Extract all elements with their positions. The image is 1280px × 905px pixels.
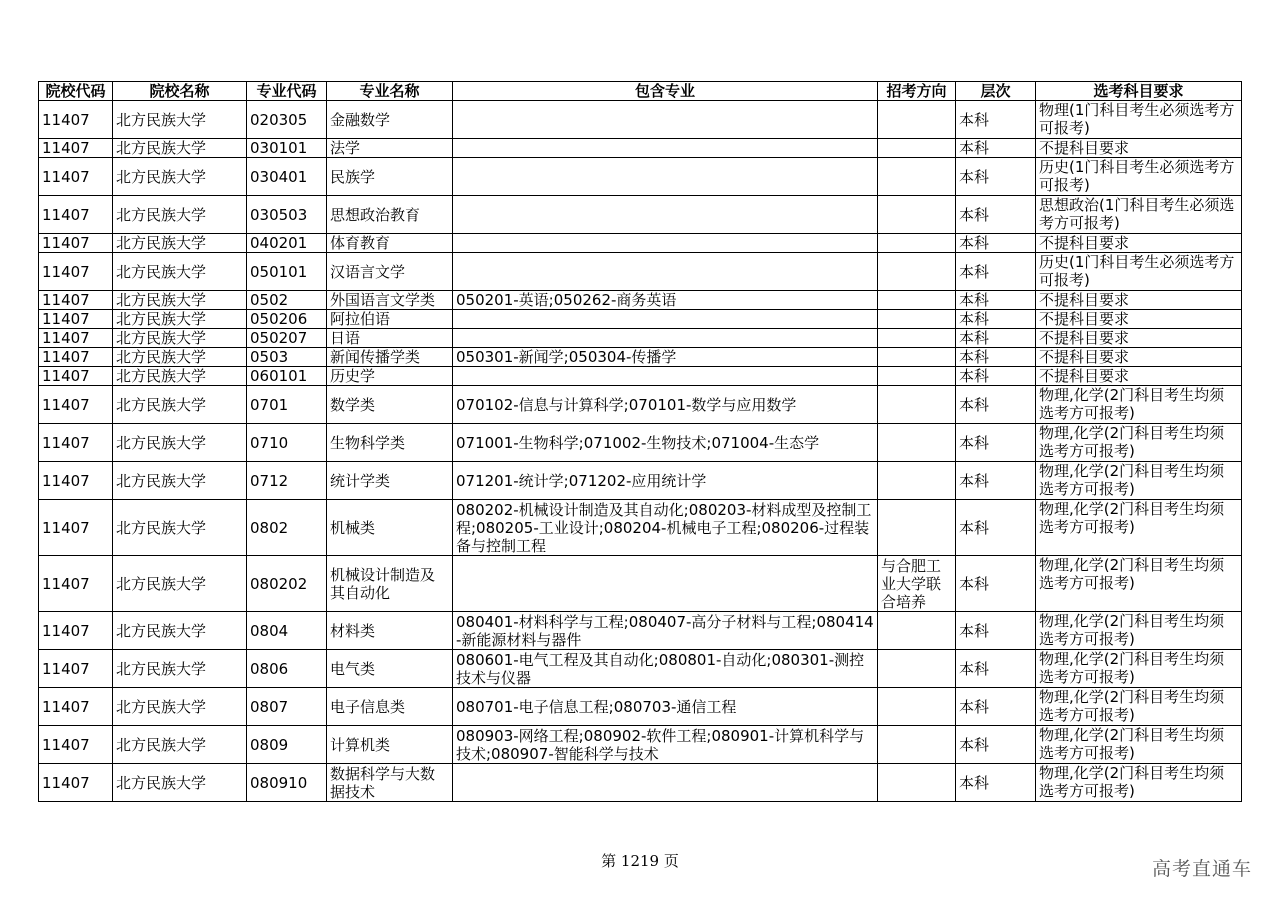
cell-level: 本科 [956, 310, 1036, 329]
cell-school-name: 北方民族大学 [113, 310, 247, 329]
cell-school-name: 北方民族大学 [113, 348, 247, 367]
cell-level: 本科 [956, 101, 1036, 139]
table-row [39, 139, 1242, 158]
cell-level: 本科 [956, 234, 1036, 253]
cell-level: 本科 [956, 253, 1036, 291]
cell-included-majors [453, 234, 878, 253]
cell-major-code: 040201 [247, 234, 327, 253]
cell-subject-requirement: 物理,化学(2门科目考生均须选考方可报考) [1036, 424, 1242, 462]
table-row [39, 612, 1242, 650]
cell-major-code: 0710 [247, 424, 327, 462]
table-header-row [39, 82, 1242, 101]
cell-school-code: 11407 [39, 139, 113, 158]
cell-school-code: 11407 [39, 348, 113, 367]
header-subject-requirement: 选考科目要求 [1036, 82, 1242, 101]
cell-major-name: 机械类 [327, 500, 453, 556]
table-row [39, 234, 1242, 253]
cell-included-majors [453, 367, 878, 386]
cell-level: 本科 [956, 158, 1036, 196]
cell-subject-requirement: 不提科目要求 [1036, 310, 1242, 329]
cell-school-name: 北方民族大学 [113, 367, 247, 386]
cell-direction [878, 101, 956, 139]
cell-included-majors: 080903-网络工程;080902-软件工程;080901-计算机科学与技术;080907-智能科学与技术 [453, 726, 878, 764]
table-row [39, 386, 1242, 424]
cell-school-name: 北方民族大学 [113, 101, 247, 139]
cell-school-name: 北方民族大学 [113, 612, 247, 650]
cell-included-majors: 080202-机械设计制造及其自动化;080203-材料成型及控制工程;080205-工业设计;080204-机械电子工程;080206-过程装备与控制工程 [453, 500, 878, 556]
cell-major-code: 080910 [247, 764, 327, 802]
cell-major-code: 030101 [247, 139, 327, 158]
admissions-table [38, 81, 1242, 802]
cell-major-code: 030401 [247, 158, 327, 196]
cell-school-name: 北方民族大学 [113, 688, 247, 726]
cell-direction [878, 234, 956, 253]
cell-school-code: 11407 [39, 424, 113, 462]
cell-subject-requirement: 物理,化学(2门科目考生均须选考方可报考) [1036, 650, 1242, 688]
cell-school-name: 北方民族大学 [113, 253, 247, 291]
cell-major-name: 机械设计制造及其自动化 [327, 556, 453, 612]
cell-direction [878, 310, 956, 329]
cell-included-majors: 080701-电子信息工程;080703-通信工程 [453, 688, 878, 726]
cell-major-name: 日语 [327, 329, 453, 348]
cell-level: 本科 [956, 500, 1036, 556]
header-direction: 招考方向 [878, 82, 956, 101]
cell-direction [878, 196, 956, 234]
cell-major-name: 材料类 [327, 612, 453, 650]
cell-subject-requirement: 物理,化学(2门科目考生均须选考方可报考) [1036, 726, 1242, 764]
cell-school-code: 11407 [39, 612, 113, 650]
table-row [39, 556, 1242, 612]
cell-direction [878, 367, 956, 386]
cell-major-code: 0712 [247, 462, 327, 500]
cell-included-majors [453, 158, 878, 196]
cell-direction [878, 462, 956, 500]
cell-major-code: 0701 [247, 386, 327, 424]
cell-school-name: 北方民族大学 [113, 386, 247, 424]
cell-included-majors [453, 101, 878, 139]
table-row [39, 424, 1242, 462]
cell-direction [878, 424, 956, 462]
table-row [39, 310, 1242, 329]
cell-included-majors [453, 310, 878, 329]
cell-school-code: 11407 [39, 500, 113, 556]
table-row [39, 726, 1242, 764]
cell-major-code: 0807 [247, 688, 327, 726]
cell-level: 本科 [956, 688, 1036, 726]
cell-direction [878, 764, 956, 802]
cell-major-name: 历史学 [327, 367, 453, 386]
cell-included-majors [453, 196, 878, 234]
cell-subject-requirement: 物理,化学(2门科目考生均须选考方可报考) [1036, 612, 1242, 650]
cell-school-name: 北方民族大学 [113, 764, 247, 802]
table-row [39, 650, 1242, 688]
cell-major-code: 050206 [247, 310, 327, 329]
cell-school-code: 11407 [39, 234, 113, 253]
header-school-name: 院校名称 [113, 82, 247, 101]
cell-school-code: 11407 [39, 158, 113, 196]
cell-level: 本科 [956, 139, 1036, 158]
cell-direction [878, 726, 956, 764]
cell-subject-requirement: 物理,化学(2门科目考生均须选考方可报考) [1036, 764, 1242, 802]
cell-subject-requirement: 物理,化学(2门科目考生均须选考方可报考) [1036, 386, 1242, 424]
cell-major-name: 电子信息类 [327, 688, 453, 726]
cell-major-name: 电气类 [327, 650, 453, 688]
table-row [39, 500, 1242, 556]
cell-school-code: 11407 [39, 253, 113, 291]
cell-major-name: 思想政治教育 [327, 196, 453, 234]
cell-direction [878, 329, 956, 348]
cell-level: 本科 [956, 291, 1036, 310]
cell-major-code: 020305 [247, 101, 327, 139]
cell-major-name: 金融数学 [327, 101, 453, 139]
cell-school-code: 11407 [39, 329, 113, 348]
cell-direction: 与合肥工业大学联合培养 [878, 556, 956, 612]
header-included-majors: 包含专业 [453, 82, 878, 101]
table-row [39, 158, 1242, 196]
cell-major-code: 0502 [247, 291, 327, 310]
cell-level: 本科 [956, 726, 1036, 764]
cell-direction [878, 386, 956, 424]
table-row [39, 196, 1242, 234]
cell-subject-requirement: 不提科目要求 [1036, 139, 1242, 158]
cell-major-name: 体育教育 [327, 234, 453, 253]
cell-included-majors [453, 556, 878, 612]
cell-major-name: 数据科学与大数据技术 [327, 764, 453, 802]
cell-major-name: 汉语言文学 [327, 253, 453, 291]
cell-direction [878, 612, 956, 650]
cell-school-code: 11407 [39, 196, 113, 234]
cell-major-code: 0503 [247, 348, 327, 367]
cell-included-majors: 080601-电气工程及其自动化;080801-自动化;080301-测控技术与仪器 [453, 650, 878, 688]
cell-included-majors: 050201-英语;050262-商务英语 [453, 291, 878, 310]
header-level: 层次 [956, 82, 1036, 101]
cell-major-name: 计算机类 [327, 726, 453, 764]
cell-direction [878, 650, 956, 688]
cell-school-name: 北方民族大学 [113, 556, 247, 612]
table-row [39, 688, 1242, 726]
table-row [39, 253, 1242, 291]
cell-direction [878, 158, 956, 196]
cell-school-code: 11407 [39, 367, 113, 386]
cell-direction [878, 688, 956, 726]
cell-included-majors [453, 253, 878, 291]
cell-school-name: 北方民族大学 [113, 329, 247, 348]
cell-subject-requirement: 物理(1门科目考生必须选考方可报考) [1036, 101, 1242, 139]
cell-direction [878, 139, 956, 158]
cell-school-name: 北方民族大学 [113, 291, 247, 310]
cell-included-majors: 070102-信息与计算科学;070101-数学与应用数学 [453, 386, 878, 424]
cell-level: 本科 [956, 612, 1036, 650]
cell-included-majors: 071201-统计学;071202-应用统计学 [453, 462, 878, 500]
cell-school-code: 11407 [39, 291, 113, 310]
cell-subject-requirement: 历史(1门科目考生必须选考方可报考) [1036, 158, 1242, 196]
cell-school-code: 11407 [39, 650, 113, 688]
cell-included-majors [453, 764, 878, 802]
cell-major-name: 数学类 [327, 386, 453, 424]
cell-direction [878, 348, 956, 367]
cell-school-code: 11407 [39, 310, 113, 329]
cell-major-name: 民族学 [327, 158, 453, 196]
cell-major-code: 030503 [247, 196, 327, 234]
cell-subject-requirement: 物理,化学(2门科目考生均须选考方可报考) [1036, 556, 1242, 612]
cell-level: 本科 [956, 196, 1036, 234]
cell-school-name: 北方民族大学 [113, 500, 247, 556]
table-row [39, 348, 1242, 367]
cell-direction [878, 291, 956, 310]
cell-major-code: 060101 [247, 367, 327, 386]
cell-school-name: 北方民族大学 [113, 234, 247, 253]
header-major-code: 专业代码 [247, 82, 327, 101]
table-row [39, 329, 1242, 348]
cell-subject-requirement: 物理,化学(2门科目考生均须选考方可报考) [1036, 462, 1242, 500]
cell-subject-requirement: 不提科目要求 [1036, 291, 1242, 310]
cell-included-majors: 071001-生物科学;071002-生物技术;071004-生态学 [453, 424, 878, 462]
cell-major-name: 生物科学类 [327, 424, 453, 462]
cell-level: 本科 [956, 348, 1036, 367]
cell-school-name: 北方民族大学 [113, 158, 247, 196]
cell-major-code: 0806 [247, 650, 327, 688]
cell-included-majors: 050301-新闻学;050304-传播学 [453, 348, 878, 367]
cell-level: 本科 [956, 462, 1036, 500]
cell-school-code: 11407 [39, 726, 113, 764]
cell-subject-requirement: 物理,化学(2门科目考生均须选考方可报考) [1036, 688, 1242, 726]
cell-major-code: 050207 [247, 329, 327, 348]
cell-school-name: 北方民族大学 [113, 139, 247, 158]
cell-direction [878, 253, 956, 291]
cell-major-name: 统计学类 [327, 462, 453, 500]
cell-included-majors [453, 139, 878, 158]
cell-level: 本科 [956, 764, 1036, 802]
cell-subject-requirement: 不提科目要求 [1036, 348, 1242, 367]
cell-level: 本科 [956, 386, 1036, 424]
cell-major-name: 外国语言文学类 [327, 291, 453, 310]
cell-major-name: 阿拉伯语 [327, 310, 453, 329]
cell-level: 本科 [956, 556, 1036, 612]
cell-subject-requirement: 思想政治(1门科目考生必须选考方可报考) [1036, 196, 1242, 234]
watermark: 高考直通车 [1151, 858, 1252, 880]
cell-subject-requirement: 不提科目要求 [1036, 367, 1242, 386]
cell-subject-requirement: 历史(1门科目考生必须选考方可报考) [1036, 253, 1242, 291]
cell-included-majors [453, 329, 878, 348]
cell-school-code: 11407 [39, 101, 113, 139]
cell-level: 本科 [956, 650, 1036, 688]
header-major-name: 专业名称 [327, 82, 453, 101]
cell-level: 本科 [956, 367, 1036, 386]
cell-major-code: 080202 [247, 556, 327, 612]
cell-major-code: 050101 [247, 253, 327, 291]
table-row [39, 764, 1242, 802]
cell-school-name: 北方民族大学 [113, 196, 247, 234]
page-number: 第 1219 页 [601, 852, 679, 870]
cell-level: 本科 [956, 329, 1036, 348]
cell-major-code: 0809 [247, 726, 327, 764]
cell-school-code: 11407 [39, 462, 113, 500]
cell-school-code: 11407 [39, 688, 113, 726]
cell-major-code: 0804 [247, 612, 327, 650]
cell-level: 本科 [956, 424, 1036, 462]
cell-school-name: 北方民族大学 [113, 462, 247, 500]
table-row [39, 367, 1242, 386]
cell-major-code: 0802 [247, 500, 327, 556]
table-row [39, 101, 1242, 139]
cell-school-code: 11407 [39, 556, 113, 612]
header-school-code: 院校代码 [39, 82, 113, 101]
cell-subject-requirement: 物理,化学(2门科目考生均须选考方可报考) [1036, 500, 1242, 556]
cell-school-code: 11407 [39, 386, 113, 424]
cell-major-name: 新闻传播学类 [327, 348, 453, 367]
cell-subject-requirement: 不提科目要求 [1036, 234, 1242, 253]
cell-school-name: 北方民族大学 [113, 424, 247, 462]
cell-subject-requirement: 不提科目要求 [1036, 329, 1242, 348]
cell-school-code: 11407 [39, 764, 113, 802]
table-row [39, 291, 1242, 310]
cell-school-name: 北方民族大学 [113, 650, 247, 688]
cell-direction [878, 500, 956, 556]
cell-included-majors: 080401-材料科学与工程;080407-高分子材料与工程;080414-新能源材料与器件 [453, 612, 878, 650]
cell-school-name: 北方民族大学 [113, 726, 247, 764]
table-row [39, 462, 1242, 500]
cell-major-name: 法学 [327, 139, 453, 158]
